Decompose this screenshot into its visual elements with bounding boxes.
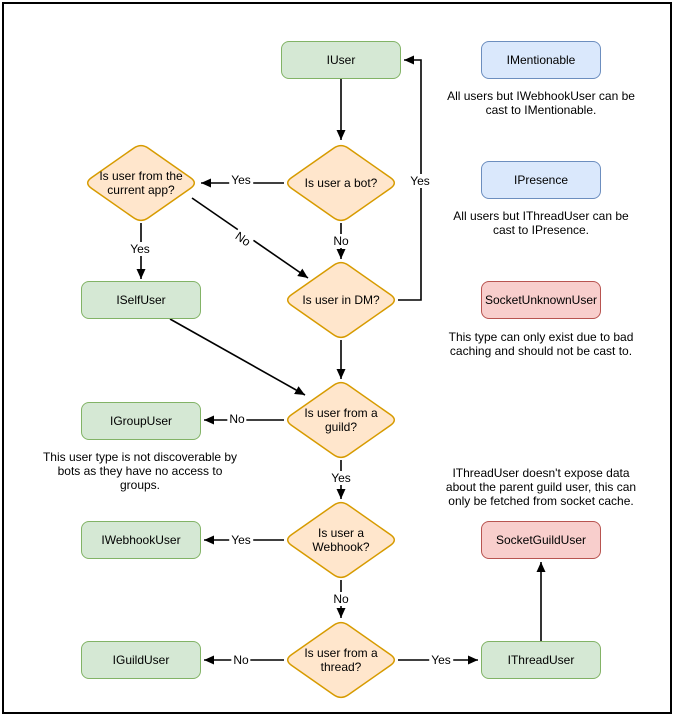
edge-selfuser-to-guild — [170, 319, 305, 395]
node-ipresence: IPresence — [481, 161, 601, 199]
edge-label-bot-yes: Yes — [231, 173, 251, 187]
annotation-igroupuser — [38, 450, 242, 492]
node-igroupuser: IGroupUser — [81, 402, 201, 440]
decision-label-in-dm — [285, 293, 397, 307]
annotation-line: IThreadUser doesn't expose data — [452, 466, 630, 480]
decision-line: Is user a — [317, 526, 365, 540]
annotation-line: only be fetched from socket cache. — [448, 494, 634, 508]
decision-label-from-current-app — [85, 169, 197, 197]
edge-label-webhook-no: No — [333, 592, 349, 606]
edge-label-thread-no: No — [233, 653, 249, 667]
annotation-ipresence — [439, 209, 643, 237]
decision-line: current app? — [107, 183, 175, 197]
node-iuser: IUser — [281, 41, 401, 79]
decision-line: Is user in DM? — [302, 293, 380, 307]
annotation-line: cast to IMentionable. — [485, 103, 597, 117]
annotation-socketunknownuser — [439, 330, 643, 358]
edge-label-bot-no: No — [333, 234, 349, 248]
edge-label-dm-yes: Yes — [410, 174, 430, 188]
annotation-line: caching and should not be cast to. — [449, 344, 633, 358]
node-socketguilduser: SocketGuildUser — [481, 521, 601, 559]
decision-line: Webhook? — [312, 540, 370, 554]
node-socketunknownuser: SocketUnknownUser — [481, 281, 601, 319]
node-iselfuser: ISelfUser — [81, 281, 201, 319]
decision-label-is-webhook — [285, 526, 397, 554]
annotation-imentionable — [439, 89, 643, 117]
decision-label-from-guild — [285, 406, 397, 434]
decision-line: Is user from a — [304, 406, 378, 420]
decision-line: Is user a bot? — [304, 176, 378, 190]
node-iguilduser: IGuildUser — [81, 641, 201, 679]
edge-label-currentapp-yes: Yes — [130, 242, 150, 256]
annotation-line: about the parent guild user, this can — [445, 480, 637, 494]
decision-line: guild? — [324, 420, 358, 434]
decision-label-from-thread — [285, 646, 397, 674]
edge-label-webhook-yes: Yes — [231, 533, 251, 547]
annotation-line: cast to IPresence. — [492, 223, 590, 237]
decision-line: Is user from a — [304, 646, 378, 660]
edge-label-thread-yes: Yes — [431, 653, 451, 667]
node-iwebhookuser: IWebhookUser — [81, 521, 201, 559]
node-imentionable: IMentionable — [481, 41, 601, 79]
annotation-line: This type can only exist due to bad — [448, 330, 634, 344]
edge-label-guild-no: No — [229, 412, 245, 426]
node-ithreaduser: IThreadUser — [481, 641, 601, 679]
decision-line: thread? — [320, 660, 362, 674]
decision-label-is-bot — [285, 176, 397, 190]
annotation-line: bots as they have no access to — [57, 464, 223, 478]
annotation-line: This user type is not discoverable by — [42, 450, 238, 464]
edge-label-guild-yes: Yes — [331, 471, 351, 485]
annotation-line: All users but IThreadUser can be — [453, 209, 629, 223]
edge-label-currentapp-no: No — [232, 228, 254, 250]
decision-line: Is user from the — [99, 169, 183, 183]
annotation-line: All users but IWebhookUser can be — [447, 89, 635, 103]
annotation-ithreaduser — [439, 466, 643, 508]
annotation-line: groups. — [119, 478, 161, 492]
